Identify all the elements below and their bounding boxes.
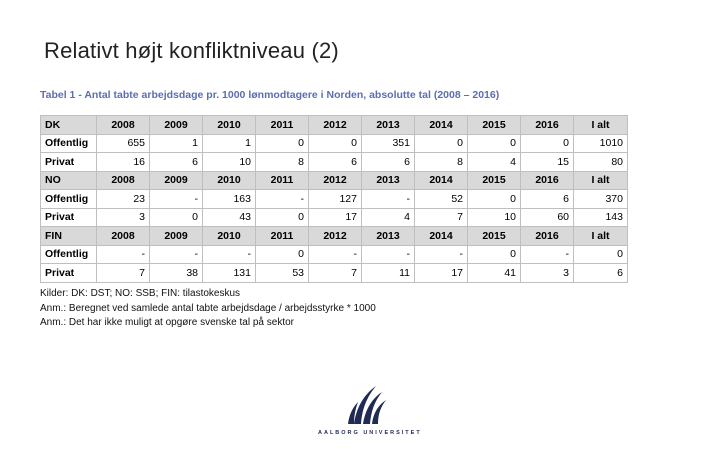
year-header: 2012: [309, 116, 362, 135]
year-header: 2011: [256, 171, 309, 190]
table-header-row: [41, 171, 628, 190]
total-cell: 80: [574, 153, 628, 172]
year-header: 2013: [362, 171, 415, 190]
value-cell: 6: [309, 153, 362, 172]
table-header-row: [41, 116, 628, 135]
slide-title: Relativt højt konfliktniveau (2): [44, 38, 339, 63]
year-header: 2013: [362, 227, 415, 246]
value-cell: -: [415, 245, 468, 264]
year-header: 2012: [309, 227, 362, 246]
value-cell: 351: [362, 134, 415, 153]
table-notes: [40, 287, 376, 331]
year-header: 2016: [521, 227, 574, 246]
value-cell: 0: [521, 134, 574, 153]
value-cell: 6: [362, 153, 415, 172]
value-cell: 17: [415, 264, 468, 283]
aalborg-university-logo-icon: [346, 384, 390, 426]
value-cell: 3: [521, 264, 574, 283]
year-header: 2008: [97, 171, 150, 190]
value-cell: -: [309, 245, 362, 264]
year-header: 2008: [97, 116, 150, 135]
year-header: 2008: [97, 227, 150, 246]
value-cell: 10: [468, 208, 521, 227]
year-header: 2015: [468, 171, 521, 190]
note-sources: Kilder: DK: DST; NO: SSB; FIN: tilastokeskus: [40, 288, 241, 299]
value-cell: 4: [468, 153, 521, 172]
value-cell: 60: [521, 208, 574, 227]
table-row: [41, 208, 628, 227]
value-cell: -: [362, 245, 415, 264]
total-cell: 143: [574, 208, 628, 227]
year-header: 2011: [256, 227, 309, 246]
value-cell: 4: [362, 208, 415, 227]
value-cell: 7: [97, 264, 150, 283]
value-cell: 7: [415, 208, 468, 227]
year-header: 2011: [256, 116, 309, 135]
value-cell: 1: [203, 134, 256, 153]
value-cell: -: [150, 245, 203, 264]
table-row: [41, 264, 628, 283]
year-header: 2015: [468, 116, 521, 135]
value-cell: 8: [256, 153, 309, 172]
total-header: I alt: [574, 227, 628, 246]
value-cell: 131: [203, 264, 256, 283]
value-cell: 16: [97, 153, 150, 172]
logo-wordmark: AALBORG UNIVERSITET: [318, 430, 422, 436]
table-row: [41, 134, 628, 153]
value-cell: -: [150, 190, 203, 209]
table-row: [41, 245, 628, 264]
value-cell: 38: [150, 264, 203, 283]
total-header: I alt: [574, 171, 628, 190]
value-cell: -: [256, 190, 309, 209]
total-cell: 6: [574, 264, 628, 283]
value-cell: 0: [468, 245, 521, 264]
year-header: 2014: [415, 171, 468, 190]
total-cell: 0: [574, 245, 628, 264]
value-cell: 53: [256, 264, 309, 283]
note-calculation: Anm.: Beregnet ved samlede antal tabte arbejdsdage / arbejdsstyrke * 1000: [40, 302, 376, 314]
value-cell: 163: [203, 190, 256, 209]
year-header: 2014: [415, 116, 468, 135]
year-header: 2010: [203, 116, 256, 135]
year-header: 2010: [203, 227, 256, 246]
table-row: [41, 190, 628, 209]
value-cell: 3: [97, 208, 150, 227]
year-header: 2009: [150, 116, 203, 135]
value-cell: 0: [256, 208, 309, 227]
university-logo: [318, 384, 422, 440]
year-header: 2009: [150, 171, 203, 190]
total-cell: 1010: [574, 134, 628, 153]
value-cell: 10: [203, 153, 256, 172]
year-header: 2014: [415, 227, 468, 246]
year-header: 2012: [309, 171, 362, 190]
value-cell: -: [203, 245, 256, 264]
year-header: 2015: [468, 227, 521, 246]
value-cell: 0: [256, 134, 309, 153]
value-cell: 0: [309, 134, 362, 153]
value-cell: 0: [468, 134, 521, 153]
sector-label: Offentlig: [41, 190, 97, 209]
value-cell: -: [362, 190, 415, 209]
note-sweden: Anm.: Det har ikke muligt at opgøre svenske tal på sektor: [40, 317, 294, 328]
total-cell: 370: [574, 190, 628, 209]
table-caption: Tabel 1 - Antal tabte arbejdsdage pr. 1000 lønmodtagere i Norden, absolutte tal (2008 – 2016): [40, 89, 500, 101]
value-cell: 43: [203, 208, 256, 227]
value-cell: 8: [415, 153, 468, 172]
year-header: 2016: [521, 171, 574, 190]
year-header: 2010: [203, 171, 256, 190]
value-cell: 11: [362, 264, 415, 283]
value-cell: 655: [97, 134, 150, 153]
value-cell: 17: [309, 208, 362, 227]
value-cell: 0: [256, 245, 309, 264]
year-header: 2009: [150, 227, 203, 246]
value-cell: 6: [521, 190, 574, 209]
country-label: DK: [41, 116, 97, 135]
sector-label: Offentlig: [41, 134, 97, 153]
country-label: NO: [41, 171, 97, 190]
value-cell: 52: [415, 190, 468, 209]
sector-label: Privat: [41, 208, 97, 227]
year-header: 2016: [521, 116, 574, 135]
value-cell: 41: [468, 264, 521, 283]
sector-label: Privat: [41, 264, 97, 283]
value-cell: 23: [97, 190, 150, 209]
value-cell: 0: [415, 134, 468, 153]
country-label: FIN: [41, 227, 97, 246]
value-cell: 6: [150, 153, 203, 172]
sector-label: Offentlig: [41, 245, 97, 264]
table-header-row: [41, 227, 628, 246]
value-cell: 0: [468, 190, 521, 209]
table-row: [41, 153, 628, 172]
value-cell: -: [97, 245, 150, 264]
value-cell: 0: [150, 208, 203, 227]
value-cell: 127: [309, 190, 362, 209]
value-cell: 15: [521, 153, 574, 172]
total-header: I alt: [574, 116, 628, 135]
value-cell: 1: [150, 134, 203, 153]
sector-label: Privat: [41, 153, 97, 172]
value-cell: 7: [309, 264, 362, 283]
value-cell: -: [521, 245, 574, 264]
year-header: 2013: [362, 116, 415, 135]
data-table: [40, 115, 628, 283]
